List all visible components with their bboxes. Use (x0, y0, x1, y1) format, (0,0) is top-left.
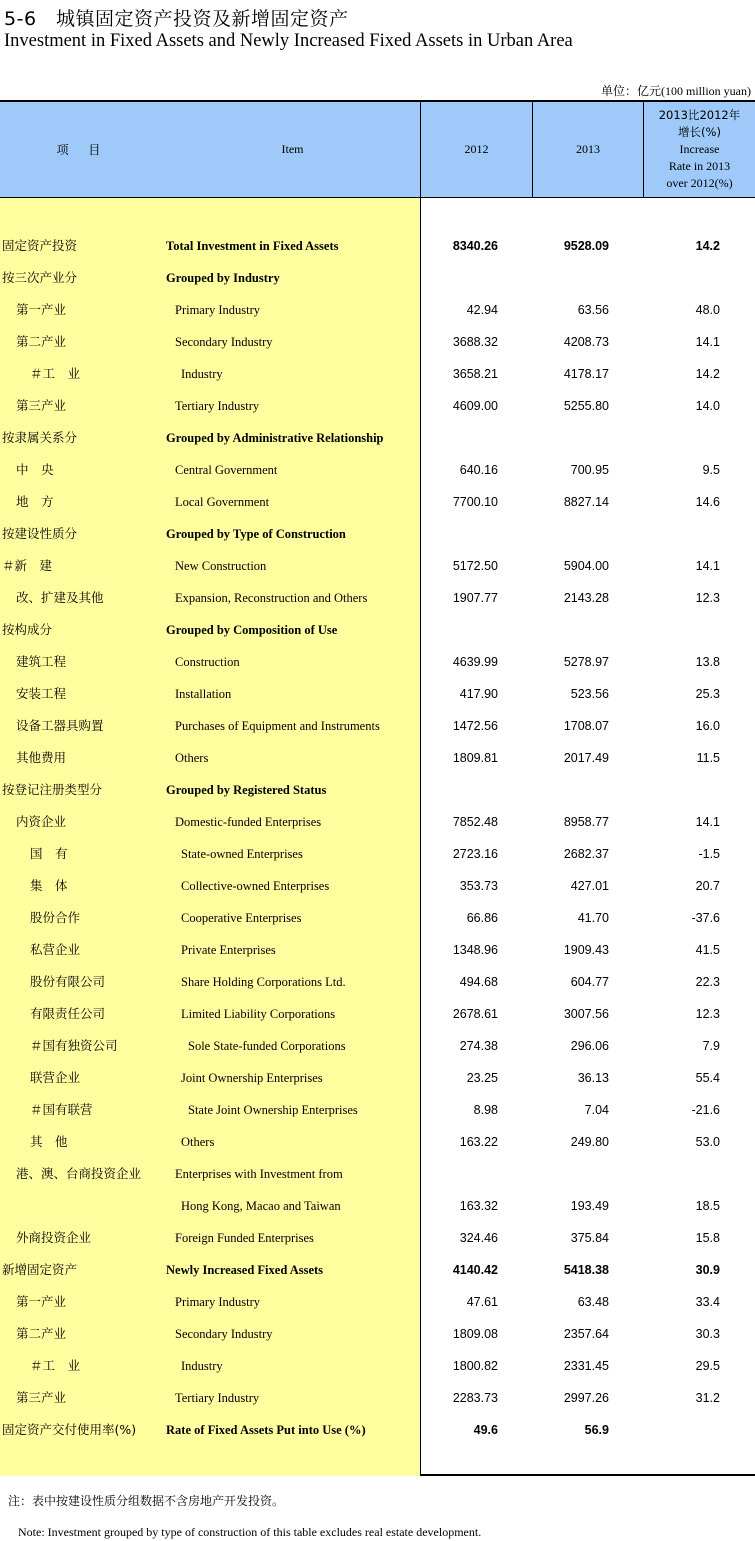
value-2012: 23.25 (466, 1071, 498, 1085)
row-label-en: Sole State-funded Corporations (188, 1039, 346, 1053)
row-label-cn: 第三产业 (16, 398, 67, 413)
table-row (0, 614, 755, 646)
row-label-en: Others (181, 1135, 215, 1149)
row-label-en: Tertiary Industry (175, 399, 260, 413)
value-2013: 8827.14 (563, 495, 609, 509)
row-label-en: Expansion, Reconstruction and Others (175, 591, 368, 605)
table-row (0, 422, 755, 454)
table-row (0, 678, 755, 710)
data-table (0, 100, 755, 1476)
row-label-en: Primary Industry (175, 303, 261, 317)
value-2013: 41.70 (577, 911, 609, 925)
row-label-cn: 按建设性质分 (2, 526, 78, 541)
value-2013: 1708.07 (563, 719, 609, 733)
value-2013: 5278.97 (563, 655, 609, 669)
value-2013: 5255.80 (563, 399, 609, 413)
value-growth: 14.1 (695, 335, 720, 349)
row-label-cn: 第二产业 (16, 1326, 67, 1341)
row-label-cn: 建筑工程 (16, 654, 67, 669)
row-label-en: Hong Kong, Macao and Taiwan (181, 1199, 341, 1213)
value-2012: 417.90 (459, 687, 498, 701)
header-growth-line: 增长(%) (678, 125, 721, 139)
value-growth: 14.2 (695, 367, 720, 381)
row-label-en: Central Government (175, 463, 278, 477)
row-label-en: Share Holding Corporations Ltd. (181, 975, 346, 989)
table-row (0, 1222, 755, 1254)
value-growth: 9.5 (702, 463, 720, 477)
table-row (0, 582, 755, 614)
value-growth: 14.6 (695, 495, 720, 509)
table-row (0, 838, 755, 870)
value-growth: -21.6 (691, 1103, 720, 1117)
row-label-en: Grouped by Type of Construction (166, 527, 346, 541)
table-row (0, 1158, 755, 1190)
row-label-en: Collective-owned Enterprises (181, 879, 330, 893)
value-2012: 494.68 (459, 975, 498, 989)
value-2013: 4208.73 (563, 335, 609, 349)
row-label-cn: 第二产业 (16, 334, 67, 349)
row-label-cn: 其 他 (30, 1134, 68, 1149)
table-row (0, 902, 755, 934)
page-title-cn: 5-6 城镇固定资产投资及新增固定资产 (4, 8, 349, 30)
row-label-cn: ＃新 建 (2, 558, 53, 573)
row-label-cn: 第三产业 (16, 1390, 67, 1405)
footnote-en: Note: Investment grouped by type of construction of this table excludes real estate development. (18, 1525, 482, 1539)
value-growth: 14.1 (695, 559, 720, 573)
table-row (0, 646, 755, 678)
table-row (0, 1382, 755, 1414)
row-label-en: Secondary Industry (175, 335, 273, 349)
row-label-en: Industry (181, 1359, 223, 1373)
row-label-en: Tertiary Industry (175, 1391, 260, 1405)
value-growth: 12.3 (695, 1007, 720, 1021)
value-2012: 8.98 (473, 1103, 498, 1117)
value-2013: 604.77 (570, 975, 609, 989)
value-2012: 5172.50 (452, 559, 498, 573)
value-2012: 8340.26 (452, 239, 498, 253)
value-2013: 2143.28 (563, 591, 609, 605)
table-row (0, 774, 755, 806)
value-2013: 2017.49 (563, 751, 609, 765)
value-2012: 353.73 (459, 879, 498, 893)
table-row (0, 486, 755, 518)
row-label-cn: ＃工 业 (30, 1358, 81, 1373)
header-growth-line: Rate in 2013 (668, 159, 731, 173)
table-row (0, 454, 755, 486)
row-label-en: Joint Ownership Enterprises (181, 1071, 323, 1085)
table-row (0, 326, 755, 358)
value-2012: 7852.48 (452, 815, 498, 829)
header-growth (644, 102, 755, 197)
header-growth-line: 2013比2012年 (658, 108, 741, 122)
value-2012: 163.32 (459, 1199, 498, 1213)
value-growth: 13.8 (695, 655, 720, 669)
value-2012: 1809.81 (452, 751, 498, 765)
row-label-en: State Joint Ownership Enterprises (188, 1103, 358, 1117)
row-label-cn: 股份有限公司 (30, 974, 106, 989)
table-row (0, 1094, 755, 1126)
value-growth: 55.4 (695, 1071, 720, 1085)
value-growth: 18.5 (695, 1199, 720, 1213)
value-2012: 4609.00 (452, 399, 498, 413)
row-label-cn: 固定资产投资 (2, 238, 78, 253)
value-2013: 56.9 (584, 1423, 609, 1437)
table-row (0, 1030, 755, 1062)
value-2012: 4140.42 (452, 1263, 498, 1277)
table-row (0, 1350, 755, 1382)
table-row (0, 1062, 755, 1094)
value-growth: 48.0 (695, 303, 720, 317)
value-growth: 20.7 (695, 879, 720, 893)
table-row (0, 966, 755, 998)
value-2013: 700.95 (570, 463, 609, 477)
value-growth: 22.3 (695, 975, 720, 989)
table-row (0, 262, 755, 294)
value-2013: 427.01 (570, 879, 609, 893)
row-label-en: Rate of Fixed Assets Put into Use (%) (166, 1423, 366, 1437)
value-growth: 53.0 (695, 1135, 720, 1149)
table-row (0, 742, 755, 774)
table-row (0, 1190, 755, 1222)
row-label-en: New Construction (175, 559, 267, 573)
value-2012: 3658.21 (452, 367, 498, 381)
value-2012: 1907.77 (452, 591, 498, 605)
value-2012: 2283.73 (452, 1391, 498, 1405)
table-row (0, 550, 755, 582)
row-label-cn: 集 体 (30, 878, 68, 893)
row-label-en: Private Enterprises (181, 943, 276, 957)
value-2012: 640.16 (459, 463, 498, 477)
table-row (0, 1286, 755, 1318)
value-2012: 1809.08 (452, 1327, 498, 1341)
value-2012: 47.61 (466, 1295, 498, 1309)
value-2012: 1472.56 (452, 719, 498, 733)
row-label-cn: 按登记注册类型分 (2, 782, 103, 797)
value-growth: -37.6 (691, 911, 720, 925)
value-2012: 1348.96 (452, 943, 498, 957)
table-row (0, 998, 755, 1030)
row-label-en: Cooperative Enterprises (181, 911, 302, 925)
value-growth: 29.5 (695, 1359, 720, 1373)
row-label-en: Secondary Industry (175, 1327, 273, 1341)
table-row (0, 294, 755, 326)
divider (643, 102, 644, 198)
value-2013: 63.48 (577, 1295, 609, 1309)
row-label-cn: 安装工程 (16, 686, 67, 701)
value-2013: 2682.37 (563, 847, 609, 861)
table-row (0, 358, 755, 390)
row-label-en: Construction (175, 655, 240, 669)
value-2012: 7700.10 (452, 495, 498, 509)
row-label-cn: ＃国有独资公司 (30, 1038, 118, 1053)
row-label-en: Total Investment in Fixed Assets (166, 239, 339, 253)
value-growth: 25.3 (695, 687, 720, 701)
footnote-cn: 注：表中按建设性质分组数据不含房地产开发投资。 (8, 1494, 285, 1508)
value-2013: 8958.77 (563, 815, 609, 829)
value-2013: 2331.45 (563, 1359, 609, 1373)
row-label-en: Domestic-funded Enterprises (175, 815, 322, 829)
header-item-cn: 项 目 (56, 143, 109, 157)
table-header (0, 102, 755, 198)
header-2012: 2012 (464, 142, 489, 156)
row-label-cn: 中 央 (16, 462, 54, 477)
table-row (0, 870, 755, 902)
row-label-cn: ＃工 业 (30, 366, 81, 381)
row-label-en: Limited Liability Corporations (181, 1007, 336, 1021)
row-label-cn: 其他费用 (16, 750, 67, 765)
table-row (0, 518, 755, 550)
row-label-en: Grouped by Registered Status (166, 783, 327, 797)
table-row (0, 806, 755, 838)
row-label-en: Purchases of Equipment and Instruments (175, 719, 380, 733)
value-growth: 16.0 (695, 719, 720, 733)
value-2013: 523.56 (570, 687, 609, 701)
value-2013: 3007.56 (563, 1007, 609, 1021)
value-2012: 2678.61 (452, 1007, 498, 1021)
row-label-cn: 按三次产业分 (2, 270, 78, 285)
value-2012: 2723.16 (452, 847, 498, 861)
value-2012: 66.86 (466, 911, 498, 925)
value-growth: 12.3 (695, 591, 720, 605)
row-label-cn: 改、扩建及其他 (16, 590, 104, 605)
value-2012: 42.94 (466, 303, 498, 317)
page-title-en: Investment in Fixed Assets and Newly Increased Fixed Assets in Urban Area (4, 31, 573, 51)
row-label-cn: 按构成分 (2, 622, 53, 637)
value-2012: 49.6 (473, 1423, 498, 1437)
row-label-en: Grouped by Administrative Relationship (166, 431, 384, 445)
row-label-cn: 第一产业 (16, 1294, 67, 1309)
unit-label: 单位：亿元(100 million yuan) (601, 84, 751, 98)
row-label-en: Others (175, 751, 209, 765)
value-2013: 375.84 (570, 1231, 609, 1245)
row-label-en: Enterprises with Investment from (175, 1167, 343, 1181)
value-2013: 1909.43 (563, 943, 609, 957)
value-growth: 30.9 (695, 1263, 720, 1277)
table-row (0, 1254, 755, 1286)
header-growth-line: Increase (679, 142, 720, 156)
value-growth: 31.2 (695, 1391, 720, 1405)
row-label-en: Grouped by Composition of Use (166, 623, 338, 637)
value-2012: 163.22 (459, 1135, 498, 1149)
row-label-cn: 第一产业 (16, 302, 67, 317)
row-label-cn: 联营企业 (30, 1070, 81, 1085)
row-label-cn: 有限责任公司 (30, 1006, 106, 1021)
row-label-cn: ＃国有联营 (30, 1102, 93, 1117)
value-2013: 5904.00 (563, 559, 609, 573)
row-label-cn: 私营企业 (30, 942, 81, 957)
value-growth: 11.5 (696, 751, 720, 765)
row-label-cn: 地 方 (16, 494, 54, 509)
row-label-cn: 固定资产交付使用率(%) (2, 1422, 137, 1437)
row-label-en: Primary Industry (175, 1295, 261, 1309)
row-label-en: State-owned Enterprises (181, 847, 303, 861)
value-2012: 4639.99 (452, 655, 498, 669)
value-growth: -1.5 (698, 847, 720, 861)
header-2013: 2013 (576, 142, 600, 156)
row-label-cn: 外商投资企业 (16, 1230, 92, 1245)
value-2013: 249.80 (570, 1135, 609, 1149)
value-growth: 15.8 (695, 1231, 720, 1245)
row-label-cn: 股份合作 (30, 910, 81, 925)
value-growth: 30.3 (695, 1327, 720, 1341)
value-growth: 7.9 (702, 1039, 720, 1053)
value-2013: 296.06 (570, 1039, 609, 1053)
value-2013: 5418.38 (563, 1263, 609, 1277)
table-row (0, 1414, 755, 1446)
row-label-cn: 内资企业 (16, 814, 67, 829)
row-label-cn: 设备工器具购置 (16, 718, 104, 733)
value-2013: 7.04 (584, 1103, 609, 1117)
table-row (0, 390, 755, 422)
header-growth-line: over 2012(%) (666, 176, 733, 190)
header-item-en: Item (281, 142, 304, 156)
value-2013: 9528.09 (563, 239, 609, 253)
row-label-en: Installation (175, 687, 232, 701)
row-label-en: Newly Increased Fixed Assets (166, 1263, 324, 1277)
table-row (0, 934, 755, 966)
value-2012: 1800.82 (452, 1359, 498, 1373)
value-2013: 63.56 (577, 303, 609, 317)
value-growth: 41.5 (695, 943, 720, 957)
value-2013: 2357.64 (563, 1327, 609, 1341)
value-2012: 3688.32 (452, 335, 498, 349)
table-row (0, 710, 755, 742)
row-label-cn: 按隶属关系分 (2, 430, 78, 445)
divider (532, 102, 533, 198)
value-2013: 2997.26 (563, 1391, 609, 1405)
value-2013: 4178.17 (563, 367, 609, 381)
row-label-cn: 国 有 (30, 846, 68, 861)
value-growth: 14.2 (695, 239, 720, 253)
row-label-en: Foreign Funded Enterprises (175, 1231, 314, 1245)
table-row (0, 230, 755, 262)
row-label-cn: 新增固定资产 (2, 1262, 78, 1277)
value-2012: 274.38 (459, 1039, 498, 1053)
row-label-en: Industry (181, 367, 223, 381)
value-growth: 14.0 (695, 399, 720, 413)
row-label-en: Local Government (175, 495, 270, 509)
value-growth: 14.1 (695, 815, 720, 829)
value-growth: 33.4 (695, 1295, 720, 1309)
value-2013: 36.13 (577, 1071, 609, 1085)
row-label-en: Grouped by Industry (166, 271, 280, 285)
value-2012: 324.46 (459, 1231, 498, 1245)
table-row (0, 1318, 755, 1350)
table-row (0, 1126, 755, 1158)
row-label-cn: 港、澳、台商投资企业 (16, 1166, 142, 1181)
value-2013: 193.49 (570, 1199, 609, 1213)
